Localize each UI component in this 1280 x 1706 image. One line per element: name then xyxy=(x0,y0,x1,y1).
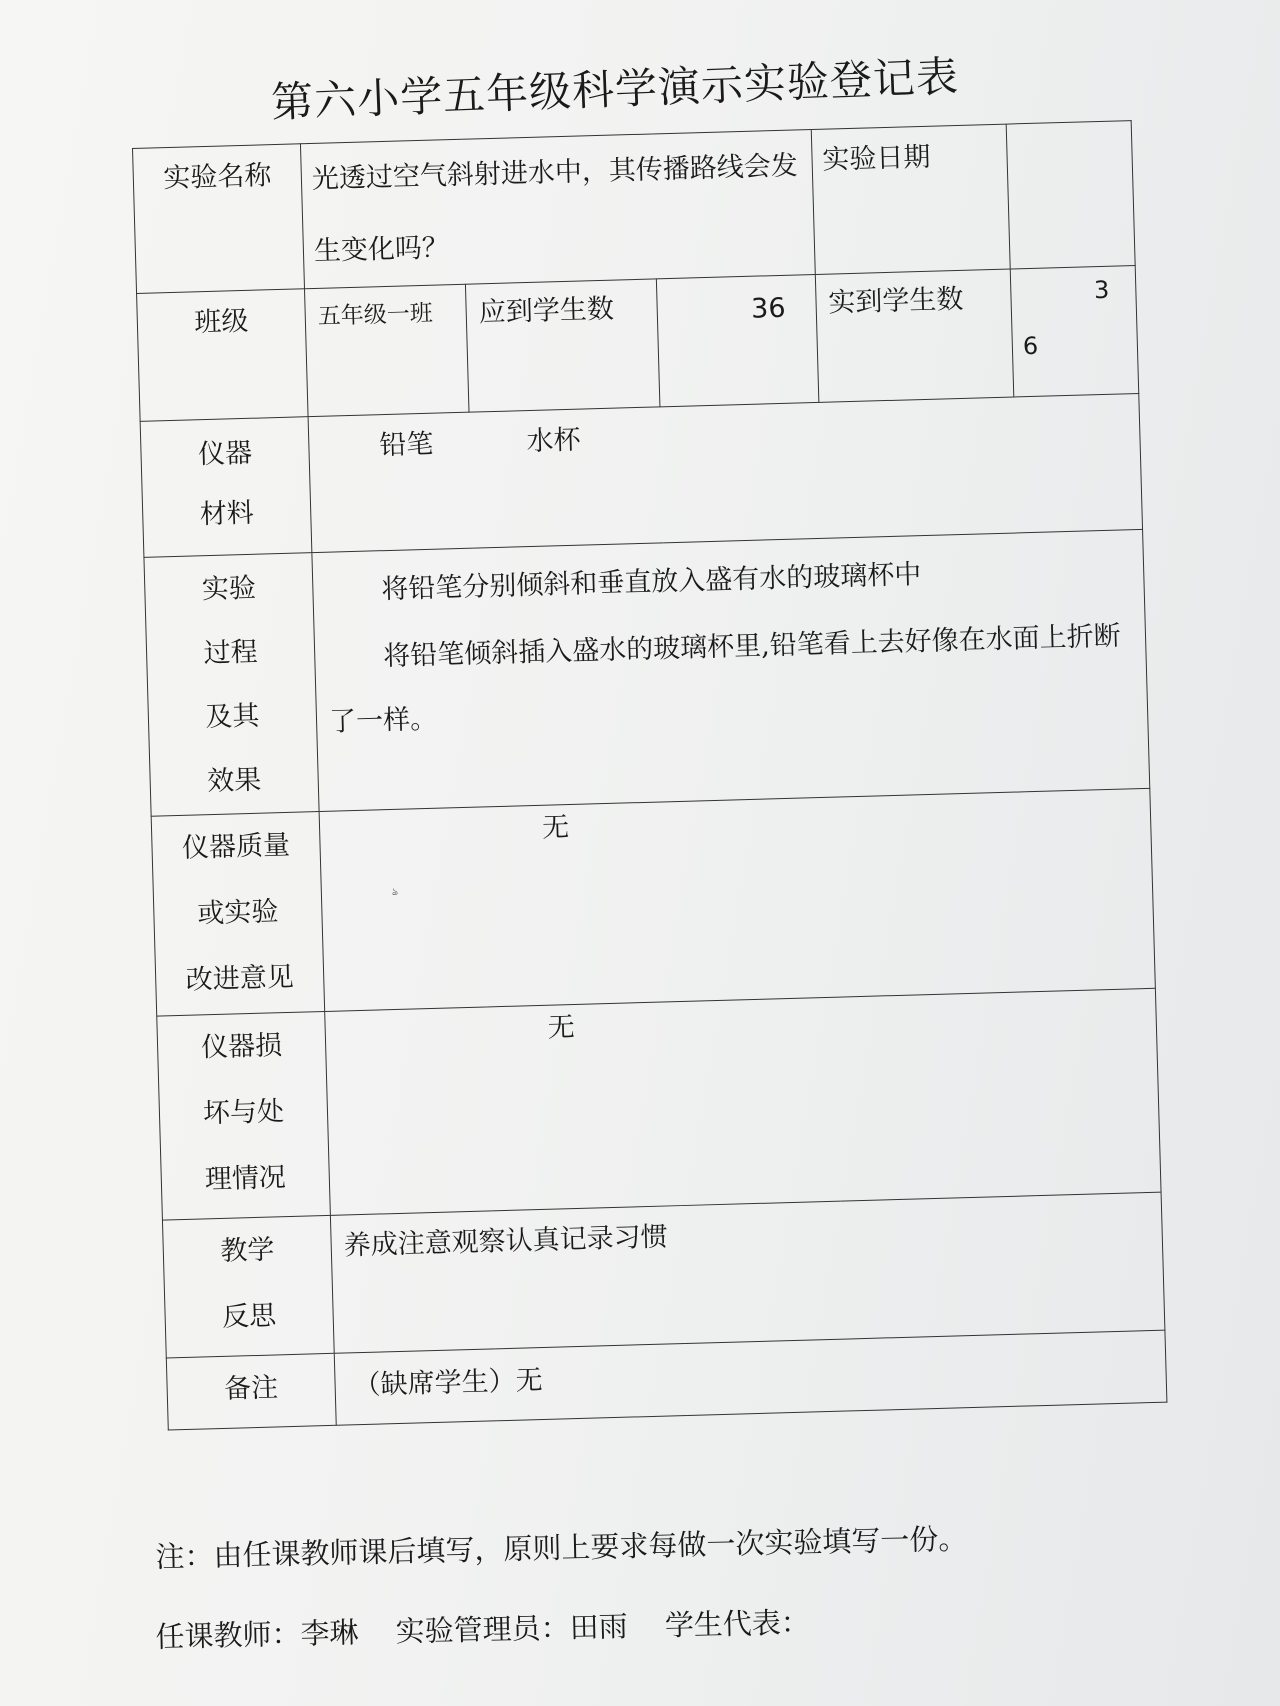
reflection-label xyxy=(162,1215,334,1358)
remarks-value: （缺席学生）无 xyxy=(334,1330,1167,1425)
reflection-label-line1: 教学 xyxy=(219,1234,275,1267)
equipment-label-line2: 材料 xyxy=(199,497,255,531)
form-title: 第六小学五年级科学演示实验登记表 xyxy=(270,51,960,127)
form-note: 注：由任课教师课后填写，原则上要求每做一次实验填写一份。 xyxy=(155,1521,968,1574)
remarks-label: 备注 xyxy=(166,1353,336,1430)
process-value xyxy=(312,529,1150,811)
equipment-label xyxy=(140,417,312,558)
experiment-date-label: 实验日期 xyxy=(811,124,1010,274)
reflection-value: 养成注意观察认真记录习惯 xyxy=(330,1192,1165,1353)
process-label-line1: 实验 xyxy=(201,572,257,606)
equipment-item-pencil: 铅笔 xyxy=(378,428,434,462)
process-label-line2: 过程 xyxy=(203,636,259,670)
experiment-name-value: 光透过空气斜射进水中，其传播路线会发生变化吗？ xyxy=(300,130,815,289)
expected-students-value: 36 xyxy=(656,274,818,406)
process-label-line3: 及其 xyxy=(205,700,260,734)
actual-students-label: 实到学生数 xyxy=(815,269,1014,402)
row-damage xyxy=(157,988,1161,1220)
row-quality xyxy=(151,788,1155,1016)
quality-label-line3: 改进意见 xyxy=(185,961,295,996)
quality-label-line2: 或实验 xyxy=(196,896,279,930)
actual-students-digit-1: 3 xyxy=(1093,275,1110,305)
actual-students-value xyxy=(1010,266,1138,397)
reflection-label-line2: 反思 xyxy=(221,1300,277,1333)
process-paragraph-2: 将铅笔倾斜插入盛水的玻璃杯里,铅笔看上去好像在水面上折断了一样。 xyxy=(328,620,1122,738)
experiment-date-value xyxy=(1006,121,1135,269)
row-process xyxy=(144,529,1150,816)
actual-students-digit-2: 6 xyxy=(1022,331,1039,361)
equipment-item-cup: 水杯 xyxy=(526,424,581,458)
process-paragraph-1: 将铅笔分别倾斜和垂直放入盛有水的玻璃杯中 xyxy=(380,559,922,606)
admin-signature: 实验管理员：田雨 xyxy=(395,1609,629,1649)
damage-label-line1: 仪器损 xyxy=(200,1030,283,1064)
row-reflection xyxy=(162,1192,1164,1358)
expected-students-label: 应到学生数 xyxy=(466,279,660,412)
registration-form xyxy=(132,120,1167,1430)
equipment-value xyxy=(308,393,1142,552)
quality-label-line1: 仪器质量 xyxy=(181,829,291,864)
equipment-label-line1: 仪器 xyxy=(197,437,253,471)
damage-label xyxy=(157,1011,331,1220)
experiment-name-label: 实验名称 xyxy=(133,144,305,294)
quality-label xyxy=(151,812,325,1017)
student-rep-signature: 学生代表： xyxy=(664,1605,811,1643)
class-value: 五年级一班 xyxy=(304,284,469,416)
stray-mark: ঌ xyxy=(392,887,399,898)
process-label-line4: 效果 xyxy=(206,764,262,798)
damage-label-line2: 坏与处 xyxy=(202,1096,285,1130)
quality-value: 无 xyxy=(319,788,1155,1011)
registration-table xyxy=(132,120,1167,1430)
damage-value: 无 xyxy=(325,988,1161,1215)
signature-line xyxy=(155,1600,838,1656)
teacher-signature: 任课教师：李琳 xyxy=(155,1615,359,1654)
row-experiment-name xyxy=(133,121,1136,294)
damage-label-line3: 理情况 xyxy=(204,1162,287,1196)
process-label xyxy=(144,553,319,817)
class-label: 班级 xyxy=(137,289,309,422)
